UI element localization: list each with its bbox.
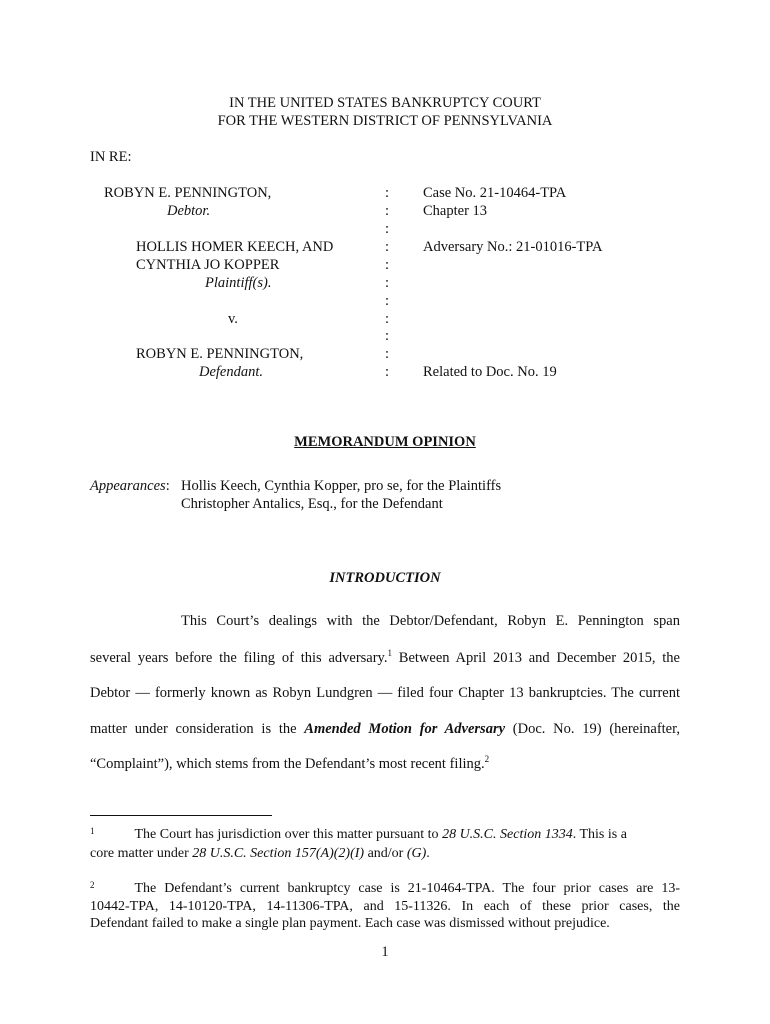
footnote-ref-1[interactable]: 1 xyxy=(387,648,392,659)
body-text: matter under consideration is the xyxy=(90,721,305,737)
footnote-citation[interactable]: (G) xyxy=(406,846,427,861)
footnote-2-line-2: 10442-TPA, 14-10120-TPA, 14-11306-TPA, and 15-11326. In each of these prior cases, the xyxy=(90,899,680,914)
caption-colon: : xyxy=(384,221,390,237)
body-line xyxy=(90,755,680,773)
debtor-name: ROBYN E. PENNINGTON, xyxy=(104,185,272,201)
footnote-text: and/or xyxy=(364,846,407,861)
in-re-label: IN RE: xyxy=(90,149,132,165)
body-text: (Doc. No. 19) (hereinafter, xyxy=(505,721,680,737)
document-title: MEMORANDUM OPINION xyxy=(294,434,476,450)
footnote-2-line-1 xyxy=(90,880,680,897)
section-heading: INTRODUCTION xyxy=(329,570,441,586)
footnote-text: The Defendant’s current bankruptcy case is 21-10464-TPA. The four prior cases are 13- xyxy=(134,881,680,896)
body-text: This Court’s dealings with the Debtor/Defendant, Robyn E. Pennington span xyxy=(181,613,680,629)
footnote-2-line-3: Defendant failed to make a single plan payment. Each case was dismissed without prejudice. xyxy=(90,916,610,931)
caption-colon: : xyxy=(384,328,390,344)
footnote-text: core matter under xyxy=(90,846,193,861)
plaintiff-name-line-2: CYNTHIA JO KOPPER xyxy=(136,257,280,273)
case-number: Case No. 21-10464-TPA xyxy=(423,185,567,201)
footnote-citation[interactable]: 28 U.S.C. Section 1334 xyxy=(442,827,573,842)
adversary-number: Adversary No.: 21-01016-TPA xyxy=(423,239,603,255)
caption-colon: : xyxy=(384,257,390,273)
body-line xyxy=(90,720,680,738)
footnote-number: 2 xyxy=(90,880,95,890)
caption-colon: : xyxy=(384,239,390,255)
footnote-text: The Court has jurisdiction over this matter pursuant to xyxy=(134,827,443,842)
appearances-colon: : xyxy=(165,478,170,494)
footnote-citation[interactable]: 28 U.S.C. Section 157(A)(2)(I) xyxy=(192,846,365,861)
body-text: “Complaint”), which stems from the Defendant’s most recent filing. xyxy=(90,756,485,772)
defendant-role: Defendant. xyxy=(199,364,264,380)
body-text: several years before the filing of this adversary. xyxy=(90,650,388,666)
court-name-line-2: FOR THE WESTERN DISTRICT OF PENNSYLVANIA xyxy=(217,113,553,129)
plaintiff-role: Plaintiff(s). xyxy=(205,275,272,291)
debtor-role: Debtor. xyxy=(167,203,211,219)
footnote-text: . This is a xyxy=(572,827,627,842)
footnote-1-line-1 xyxy=(90,826,680,843)
caption-colon: : xyxy=(384,185,390,201)
plaintiff-name-line-1: HOLLIS HOMER KEECH, AND xyxy=(136,239,334,255)
page-number: 1 xyxy=(381,944,389,960)
appearance-defendant: Christopher Antalics, Esq., for the Defendant xyxy=(181,496,443,512)
motion-title: Amended Motion for Adversary xyxy=(304,721,506,737)
caption-colon: : xyxy=(384,293,390,309)
versus: v. xyxy=(228,311,238,327)
footnote-1-line-2 xyxy=(90,845,680,862)
body-line: Debtor — formerly known as Robyn Lundgren — filed four Chapter 13 bankruptcies. The current xyxy=(90,685,680,701)
appearances xyxy=(90,477,170,495)
chapter: Chapter 13 xyxy=(423,203,488,219)
footnote-text: . xyxy=(426,846,430,861)
caption-colon: : xyxy=(384,203,390,219)
footnote-divider xyxy=(90,815,272,816)
footnote-number: 1 xyxy=(90,826,95,836)
appearances-label: Appearances xyxy=(90,478,166,494)
appearance-plaintiffs: Hollis Keech, Cynthia Kopper, pro se, for the Plaintiffs xyxy=(181,478,502,494)
defendant-name: ROBYN E. PENNINGTON, xyxy=(136,346,304,362)
body-text: Between April 2013 and December 2015, the xyxy=(392,650,680,666)
footnote-ref-2[interactable]: 2 xyxy=(484,754,490,765)
related-doc: Related to Doc. No. 19 xyxy=(423,364,557,380)
court-name-line-1: IN THE UNITED STATES BANKRUPTCY COURT xyxy=(229,95,541,111)
caption-colon: : xyxy=(384,364,390,380)
caption-colon: : xyxy=(384,275,390,291)
body-line xyxy=(181,612,680,630)
caption-colon: : xyxy=(384,311,390,327)
caption-colon: : xyxy=(384,346,390,362)
body-line xyxy=(90,649,680,667)
